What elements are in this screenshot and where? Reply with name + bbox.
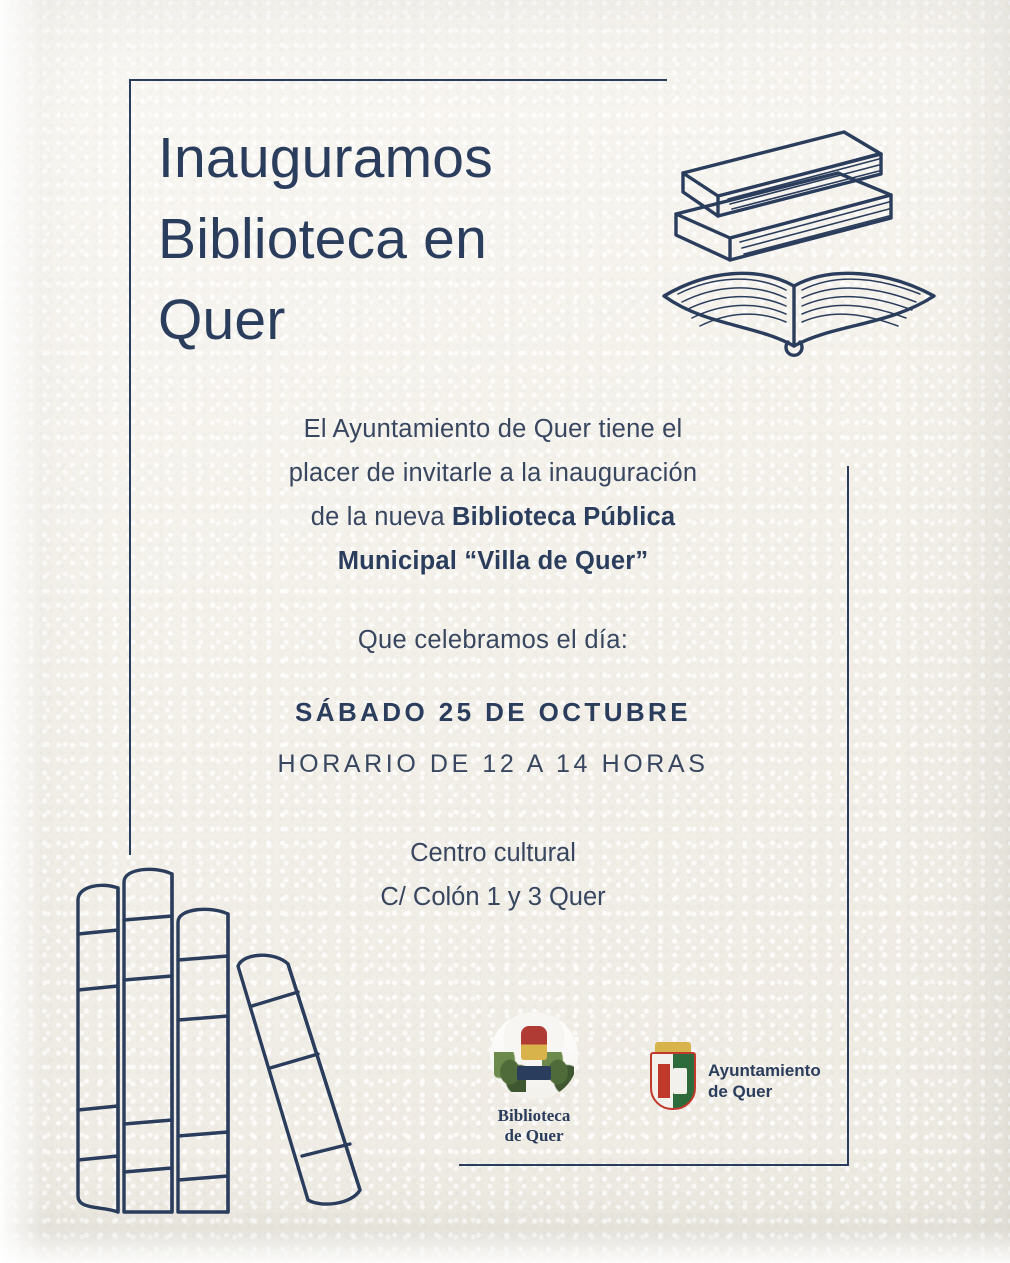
frame-line-bottom: [459, 1164, 849, 1166]
poster-title: [158, 118, 628, 361]
crest-figure-icon: [521, 1026, 547, 1060]
townhall-logo-line-1: Ayuntamiento: [708, 1060, 821, 1080]
invitation-library-name-1: Biblioteca Pública: [452, 502, 676, 531]
poster-title-line-3: Quer: [158, 287, 286, 352]
event-date: SÁBADO 25 DE OCTUBRE: [295, 697, 691, 727]
townhall-shield-icon: [650, 1052, 696, 1110]
invitation-line-2: placer de invitarle a la inauguración: [288, 458, 698, 487]
townhall-logo: [650, 1052, 821, 1110]
celebration-label: Que celebramos el día:: [357, 626, 629, 654]
library-logo-line-2: de Quer: [504, 1126, 564, 1146]
invitation-line-1: El Ayuntamiento de Quer tiene el: [303, 415, 683, 443]
library-logo-line-1: Biblioteca: [497, 1106, 571, 1125]
library-logo-label: [474, 1106, 594, 1146]
library-crest-icon: [490, 1012, 578, 1100]
venue-line-2: C/ Colón 1 y 3 Quer: [380, 882, 606, 911]
frame-line-left: [129, 79, 131, 855]
stacked-books-icon: [648, 110, 948, 380]
standing-books-icon: [56, 860, 416, 1230]
frame-line-top: [129, 79, 667, 81]
crest-book-icon: [517, 1066, 551, 1080]
invitation-line-3-prefix: de la nueva: [310, 502, 453, 531]
shield-tower: [673, 1068, 687, 1094]
library-logo: [474, 1012, 594, 1146]
event-time: HORARIO DE 12 A 14 HORAS: [277, 750, 709, 778]
poster-title-line-2: Biblioteca en: [158, 206, 487, 271]
shield-body: [650, 1052, 696, 1110]
townhall-logo-line-2: de Quer: [708, 1082, 773, 1101]
logos-row: [452, 1012, 872, 1152]
poster-title-line-1: Inauguramos: [158, 126, 493, 190]
invitation-library-name-2: Municipal “Villa de Quer”: [337, 546, 649, 575]
townhall-logo-label: [708, 1060, 821, 1103]
shield-bar: [658, 1064, 670, 1098]
invitation-text: [200, 408, 786, 583]
venue-line-1: Centro cultural: [410, 839, 576, 867]
